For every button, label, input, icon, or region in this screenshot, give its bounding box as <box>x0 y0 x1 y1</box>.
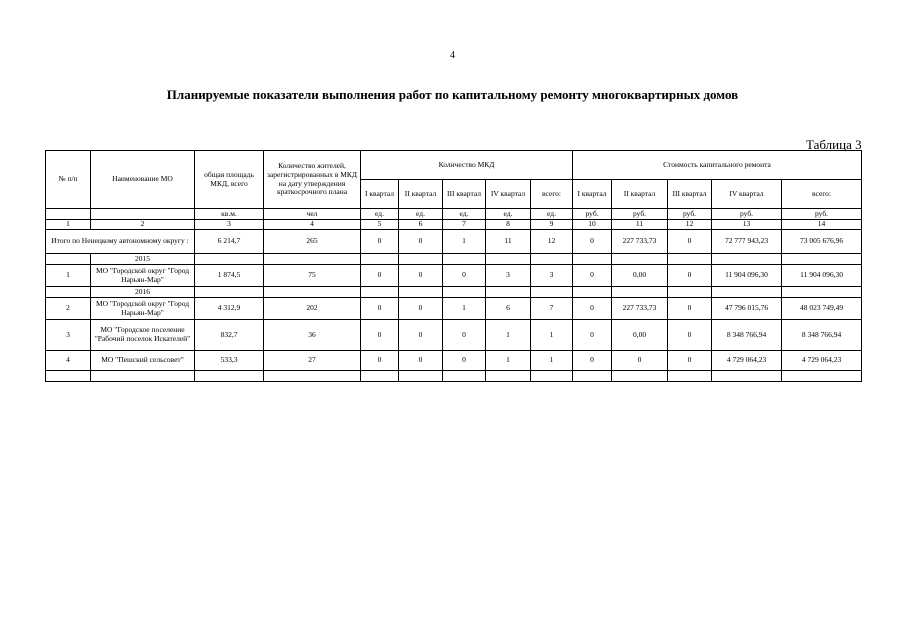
empty-cell <box>399 254 443 265</box>
col-number: 9 <box>531 220 573 230</box>
total-q3: 1 <box>443 230 486 254</box>
year-row <box>46 254 862 265</box>
row-value: 8 348 766,94 <box>782 320 862 351</box>
header-cost-q2: II квартал <box>612 180 668 209</box>
empty-cell <box>612 371 668 382</box>
header-q2: II квартал <box>399 180 443 209</box>
total-mkd: 12 <box>531 230 573 254</box>
empty-cell <box>531 287 573 298</box>
row-value: 0 <box>668 351 712 371</box>
total-row <box>46 230 862 254</box>
row-num: 2 <box>46 298 91 320</box>
empty-cell <box>668 287 712 298</box>
header-cost-q3: III квартал <box>668 180 712 209</box>
col-number: 5 <box>361 220 399 230</box>
empty-cell <box>46 287 91 298</box>
unit-cell: руб. <box>668 209 712 220</box>
row-mo-name: МО "Городское поселение "Рабочий поселок Искателей" <box>91 320 195 351</box>
row-mo-name: МО "Пешский сельсовет" <box>91 351 195 371</box>
row-num: 1 <box>46 265 91 287</box>
empty-cell <box>782 254 862 265</box>
empty-cell <box>443 287 486 298</box>
row-value: 0 <box>399 298 443 320</box>
page-number: 4 <box>450 50 455 61</box>
col-number: 8 <box>486 220 531 230</box>
empty-cell <box>712 254 782 265</box>
document-title: Планируемые показатели выполнения работ по капитальному ремонту многоквартирных домов <box>166 87 739 102</box>
row-value: 0 <box>668 320 712 351</box>
empty-cell <box>399 287 443 298</box>
row-value: 1 <box>443 298 486 320</box>
empty-cell <box>573 254 612 265</box>
year-label: 2016 <box>91 287 195 298</box>
total-residents: 265 <box>264 230 361 254</box>
empty-cell <box>573 287 612 298</box>
unit-cell: ед. <box>531 209 573 220</box>
row-value: 6 <box>486 298 531 320</box>
table-row <box>46 351 862 371</box>
empty-cell <box>573 371 612 382</box>
empty-cell <box>712 371 782 382</box>
empty-cell <box>443 371 486 382</box>
row-value: 0 <box>573 351 612 371</box>
row-mo-name: МО "Городской округ "Город Нарьян-Мар" <box>91 265 195 287</box>
col-number: 13 <box>712 220 782 230</box>
row-value: 832,7 <box>195 320 264 351</box>
column-numbers-row <box>46 220 862 230</box>
table-label: Таблица 3 <box>806 137 862 152</box>
header-mo-name: Наименование МО <box>91 151 195 209</box>
empty-cell <box>264 287 361 298</box>
header-num: № п/п <box>46 151 91 209</box>
empty-cell <box>486 371 531 382</box>
row-value: 0 <box>668 298 712 320</box>
empty-cell <box>399 371 443 382</box>
empty-cell <box>361 287 399 298</box>
col-number: 12 <box>668 220 712 230</box>
empty-cell <box>782 287 862 298</box>
row-value: 1 <box>531 351 573 371</box>
row-value: 4 729 064,23 <box>712 351 782 371</box>
empty-cell <box>264 371 361 382</box>
row-value: 0 <box>573 320 612 351</box>
table-row <box>46 265 862 287</box>
header-q3: III квартал <box>443 180 486 209</box>
unit-cell: руб. <box>612 209 668 220</box>
col-number: 1 <box>46 220 91 230</box>
row-value: 3 <box>531 265 573 287</box>
row-value: 1 <box>531 320 573 351</box>
row-value: 0 <box>573 265 612 287</box>
row-value: 533,3 <box>195 351 264 371</box>
row-value: 0 <box>443 320 486 351</box>
table-row <box>46 320 862 351</box>
unit-cell: ед. <box>486 209 531 220</box>
empty-cell <box>264 254 361 265</box>
empty-cell <box>361 371 399 382</box>
row-value: 0 <box>668 265 712 287</box>
empty-cell <box>712 287 782 298</box>
row-value: 0 <box>399 351 443 371</box>
unit-cell: руб. <box>573 209 612 220</box>
col-number: 10 <box>573 220 612 230</box>
row-value: 4 729 064,23 <box>782 351 862 371</box>
row-value: 75 <box>264 265 361 287</box>
year-row <box>46 287 862 298</box>
header-cost-total: всего: <box>782 180 862 209</box>
row-value: 1 <box>486 351 531 371</box>
row-value: 3 <box>486 265 531 287</box>
row-value: 0,00 <box>612 265 668 287</box>
units-row <box>46 209 862 220</box>
col-number: 6 <box>399 220 443 230</box>
empty-cell <box>531 254 573 265</box>
row-value: 8 348 766,94 <box>712 320 782 351</box>
header-area: общая площадь МКД, всего <box>195 151 264 209</box>
empty-cell <box>486 287 531 298</box>
row-value: 47 796 015,76 <box>712 298 782 320</box>
header-cost-q4: IV квартал <box>712 180 782 209</box>
row-value: 227 733,73 <box>612 298 668 320</box>
row-value: 0 <box>361 298 399 320</box>
total-cost: 73 005 676,96 <box>782 230 862 254</box>
row-value: 0 <box>399 265 443 287</box>
empty-cell <box>668 371 712 382</box>
empty-cell <box>782 371 862 382</box>
row-value: 4 312,9 <box>195 298 264 320</box>
unit-cell: руб. <box>782 209 862 220</box>
empty-cell <box>195 287 264 298</box>
header-cost: Стоимость капитального ремонта <box>573 151 862 180</box>
row-value: 0,00 <box>612 320 668 351</box>
total-cost-q2: 227 733,73 <box>612 230 668 254</box>
repair-plan-table <box>45 150 862 382</box>
row-value: 0 <box>573 298 612 320</box>
total-q4: 11 <box>486 230 531 254</box>
header-cost-q1: I квартал <box>573 180 612 209</box>
empty-row <box>46 371 862 382</box>
empty-cell <box>46 371 91 382</box>
total-cost-q4: 72 777 943,23 <box>712 230 782 254</box>
row-value: 11 904 096,30 <box>782 265 862 287</box>
row-mo-name: МО "Городской округ "Город Нарьян-Мар" <box>91 298 195 320</box>
empty-cell <box>531 371 573 382</box>
row-value: 202 <box>264 298 361 320</box>
empty-cell <box>91 371 195 382</box>
col-number: 11 <box>612 220 668 230</box>
total-label: Итого по Ненецкому автономному округу : <box>46 230 195 254</box>
total-q1: 0 <box>361 230 399 254</box>
row-value: 1 874,5 <box>195 265 264 287</box>
unit-cell: руб. <box>712 209 782 220</box>
empty-cell <box>612 287 668 298</box>
col-number: 14 <box>782 220 862 230</box>
unit-cell: чел <box>264 209 361 220</box>
header-total: всего: <box>531 180 573 209</box>
total-cost-q1: 0 <box>573 230 612 254</box>
empty-cell <box>46 254 91 265</box>
row-num: 3 <box>46 320 91 351</box>
row-value: 0 <box>361 320 399 351</box>
empty-cell <box>486 254 531 265</box>
table-row <box>46 298 862 320</box>
unit-cell: ед. <box>361 209 399 220</box>
col-number: 4 <box>264 220 361 230</box>
empty-cell <box>195 254 264 265</box>
row-value: 0 <box>361 351 399 371</box>
row-value: 1 <box>486 320 531 351</box>
row-value: 7 <box>531 298 573 320</box>
empty-cell <box>361 254 399 265</box>
row-value: 48 023 749,49 <box>782 298 862 320</box>
unit-cell <box>46 209 91 220</box>
year-label: 2015 <box>91 254 195 265</box>
unit-cell: ед. <box>443 209 486 220</box>
row-value: 0 <box>443 265 486 287</box>
empty-cell <box>195 371 264 382</box>
col-number: 2 <box>91 220 195 230</box>
header-mkd-count: Количество МКД <box>361 151 573 180</box>
total-area: 6 214,7 <box>195 230 264 254</box>
empty-cell <box>668 254 712 265</box>
row-value: 0 <box>399 320 443 351</box>
row-value: 11 904 096,30 <box>712 265 782 287</box>
empty-cell <box>443 254 486 265</box>
row-value: 0 <box>443 351 486 371</box>
row-value: 36 <box>264 320 361 351</box>
header-q4: IV квартал <box>486 180 531 209</box>
row-value: 0 <box>612 351 668 371</box>
unit-cell: кв.м. <box>195 209 264 220</box>
row-value: 27 <box>264 351 361 371</box>
empty-cell <box>612 254 668 265</box>
unit-cell: ед. <box>399 209 443 220</box>
header-q1: I квартал <box>361 180 399 209</box>
row-num: 4 <box>46 351 91 371</box>
col-number: 3 <box>195 220 264 230</box>
total-cost-q3: 0 <box>668 230 712 254</box>
col-number: 7 <box>443 220 486 230</box>
total-q2: 0 <box>399 230 443 254</box>
unit-cell <box>91 209 195 220</box>
header-residents: Количество жителей, зарегистрированных в МКД на дату утверждения краткосрочного плана <box>264 151 361 209</box>
row-value: 0 <box>361 265 399 287</box>
